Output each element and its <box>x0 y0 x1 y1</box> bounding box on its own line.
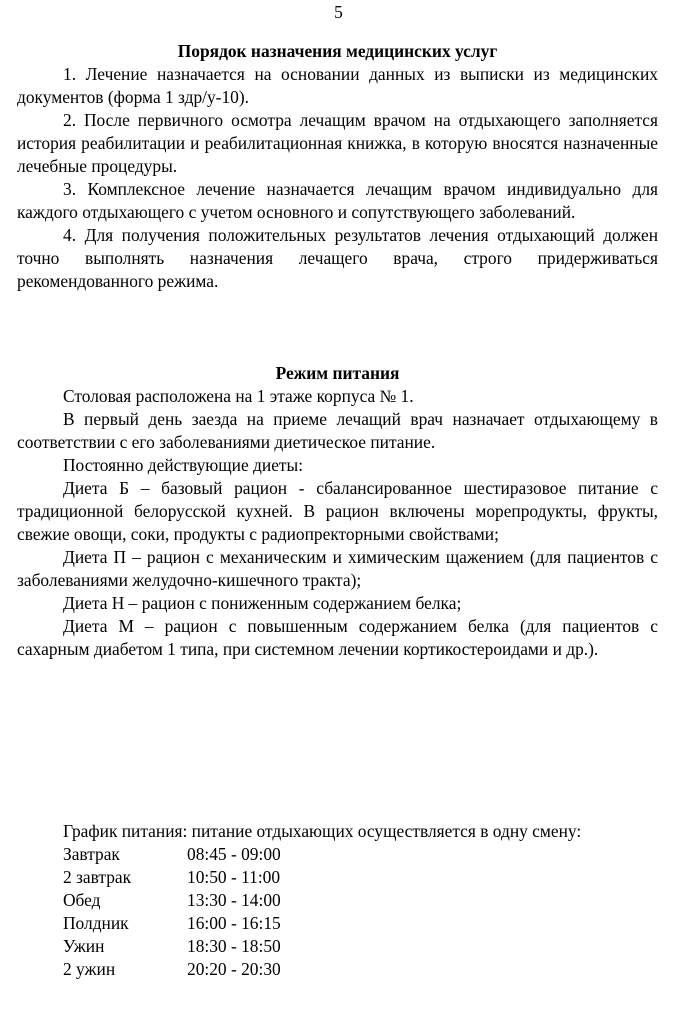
paragraph: 4. Для получения положительных результатов лечения отдыхающий должен точно выполнять назначения лечащего врача, строго придерживаться рекомендованного режима. <box>17 225 658 291</box>
schedule-row <box>63 958 658 981</box>
meal-name: Завтрак <box>63 844 120 864</box>
section-title: Режим питания <box>275 363 400 383</box>
schedule-row <box>63 912 658 935</box>
diet-item: Диета П – рацион с механическим и химическим щажением (для пациентов с заболеваниями желудочно-кишечного тракта); <box>17 547 658 590</box>
meal-time: 16:00 - 16:15 <box>187 913 281 933</box>
paragraph: Столовая расположена на 1 этаже корпуса № 1. <box>63 386 414 406</box>
section-food-regime <box>17 362 658 661</box>
paragraph: В первый день заезда на приеме лечащий врач назначает отдыхающему в соответствии с его заболеваниями диетическое питание. <box>17 409 658 452</box>
paragraph: 2. После первичного осмотра лечащим врачом на отдыхающего заполняется история реабилитации и реабилитационная книжка, в которую вносятся назначенные лечебные процедуры. <box>17 110 658 176</box>
paragraph: 1. Лечение назначается на основании данных из выписки из медицинских документов (форма 1 здр/у-10). <box>17 64 658 107</box>
section-medical-services <box>17 40 658 293</box>
meal-name: Полдник <box>63 913 129 933</box>
section-title: Порядок назначения медицинских услуг <box>177 41 498 61</box>
paragraph: 3. Комплексное лечение назначается лечащим врачом индивидуально для каждого отдыхающего с учетом основного и сопутствующего заболеваний. <box>17 179 658 222</box>
meal-time: 18:30 - 18:50 <box>187 936 281 956</box>
meal-name: 2 ужин <box>63 959 116 979</box>
schedule-row <box>63 866 658 889</box>
schedule-table <box>63 843 658 981</box>
schedule-row <box>63 843 658 866</box>
meal-time: 20:20 - 20:30 <box>187 959 281 979</box>
meal-time: 13:30 - 14:00 <box>187 890 281 910</box>
diet-item: Диета Н – рацион с пониженным содержанием белка; <box>63 593 462 613</box>
meal-name: 2 завтрак <box>63 867 132 887</box>
page-number: 5 <box>334 2 343 22</box>
meal-time: 10:50 - 11:00 <box>187 867 281 887</box>
section-meal-schedule <box>17 820 658 981</box>
meal-name: Ужин <box>63 936 105 956</box>
meal-time: 08:45 - 09:00 <box>187 844 281 864</box>
diet-item: Диета Б – базовый рацион - сбалансированное шестиразовое питание с традиционной белорусской кухней. В рацион включены морепродукты, фрукты, свежие овощи, соки, продукты с радиопректорными свойствами; <box>17 478 658 544</box>
schedule-row <box>63 889 658 912</box>
schedule-intro: График питания: питание отдыхающих осуществляется в одну смену: <box>63 821 582 841</box>
diet-item: Диета М – рацион с повышенным содержанием белка (для пациентов с сахарным диабетом 1 типа, при системном лечении кортикостероидами и др.). <box>17 616 658 659</box>
meal-name: Обед <box>63 890 101 910</box>
schedule-row <box>63 935 658 958</box>
paragraph: Постоянно действующие диеты: <box>63 455 304 475</box>
